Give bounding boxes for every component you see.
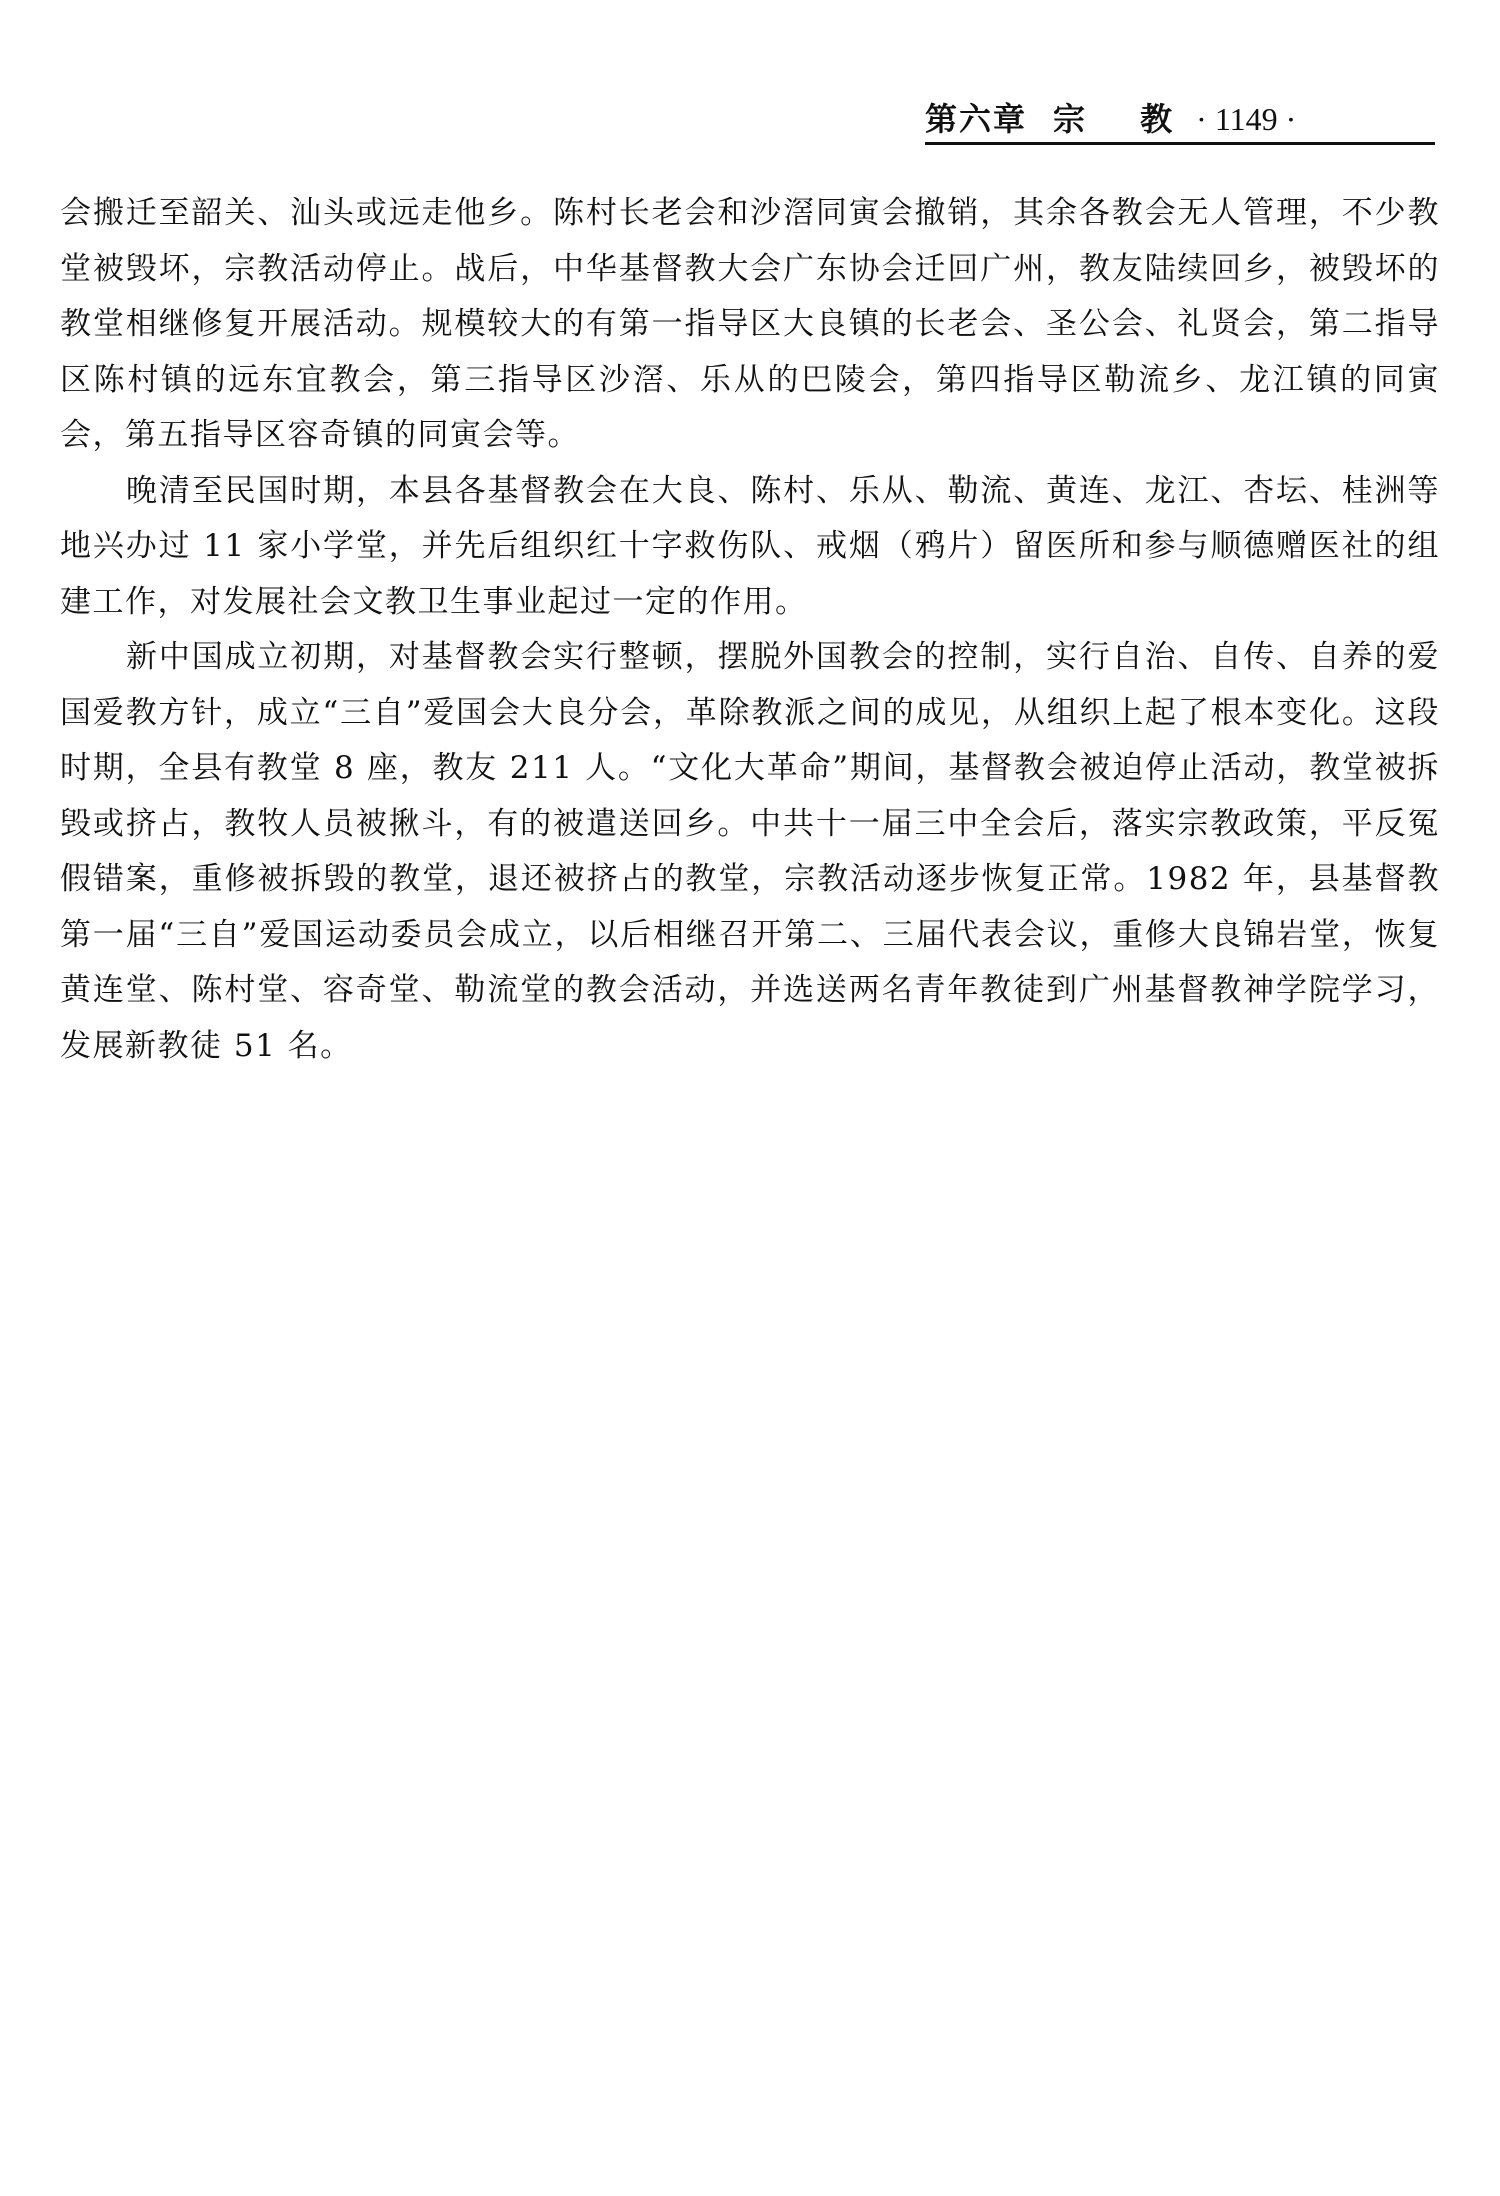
running-header bbox=[925, 96, 1435, 145]
paragraph-continued: 会搬迁至韶关、汕头或远走他乡。陈村长老会和沙滘同寅会撤销，其余各教会无人管理，不少教堂被毁坏，宗教活动停止。战后，中华基督教大会广东协会迁回广州，教友陆续回乡，被毁坏的教堂相继修复开展活动。规模较大的有第一指导区大良镇的长老会、圣公会、礼贤会，第二指导区陈村镇的远东宜教会，第三指导区沙滘、乐从的巴陵会，第四指导区勒流乡、龙江镇的同寅会，第五指导区容奇镇的同寅会等。 bbox=[60, 195, 1440, 453]
chapter-label: 第六章 bbox=[925, 100, 1028, 138]
page-number: · 1149 · bbox=[1196, 101, 1297, 137]
section-label: 宗 教 bbox=[1053, 100, 1195, 138]
paragraph-new-china: 新中国成立初期，对基督教会实行整顿，摆脱外国教会的控制，实行自治、自传、自养的爱国爱教方针，成立“三自”爱国会大良分会，革除教派之间的成见，从组织上起了根本变化。这段时期，全县有教堂 8 座，教友 211 人。“文化大革命”期间，基督教会被迫停止活动，教堂被拆毁或挤占，教牧人员被揪斗，有的被遣送回乡。中共十一届三中全会后，落实宗教政策，平反冤假错案，重修被拆毁的教堂，退还被挤占的教堂，宗教活动逐步恢复正常。1982 年，县基督教第一届“三自”爱国运动委员会成立，以后相继召开第二、三届代表会议，重修大良锦岩堂，恢复黄连堂、陈村堂、容奇堂、勒流堂的教会活动，并选送两名青年教徒到广州基督教神学院学习，发展新教徒 51 名。 bbox=[60, 639, 1440, 1064]
paragraph-late-qing-schools: 晚清至民国时期，本县各基督教会在大良、陈村、乐从、勒流、黄连、龙江、杏坛、桂洲等地兴办过 11 家小学堂，并先后组织红十字救伤队、戒烟（鸦片）留医所和参与顺德赠医社的组建工作，对发展社会文教卫生事业起过一定的作用。 bbox=[60, 472, 1440, 620]
body-text bbox=[60, 186, 1440, 1074]
